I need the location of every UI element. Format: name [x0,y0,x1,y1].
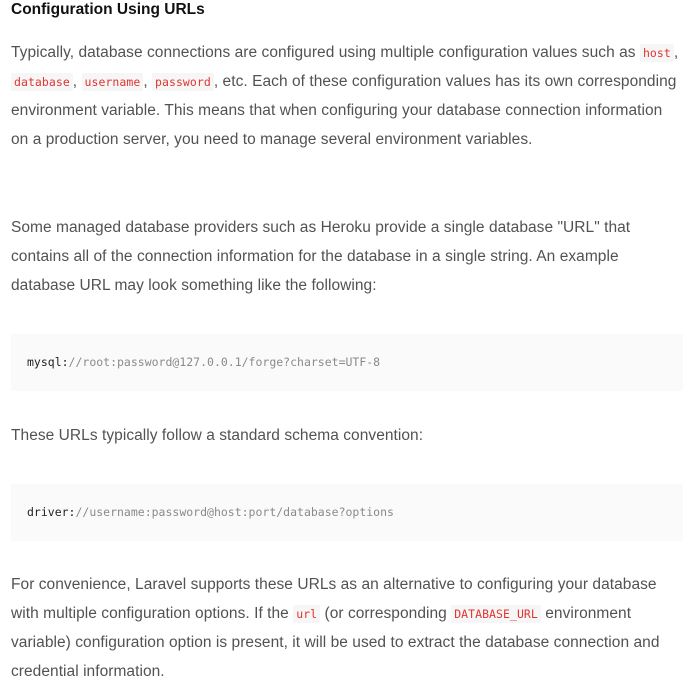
inline-code-database: database [11,73,73,91]
p4-text-end: environment variable) configuration option is present, it will be used to extract the database connection and credential information. [11,604,660,680]
paragraph-database-url: Some managed database providers such as Heroku provide a single database "URL" that contains all of the connection information for the database in a single string. An example database URL may look something like the following: [11,219,631,294]
p1-separator: , [72,72,82,90]
code-url-rest: //root:password@127.0.0.1/forge?charset=UTF-8 [68,355,381,369]
inline-code-database-url: DATABASE_URL [451,605,541,623]
code-url-rest: //username:password@host:port/database?options [75,505,394,519]
inline-code-username: username [82,73,144,91]
inline-code-password: password [152,73,214,91]
paragraph-schema-convention: These URLs typically follow a standard schema convention: [11,427,424,444]
code-scheme: mysql: [27,355,69,369]
p4-text-middle: (or corresponding [320,604,452,622]
inline-code-url: url [293,605,320,623]
p1-separator: , [143,72,153,90]
paragraph-laravel-url-support [11,571,683,687]
paragraph-connection-values [11,39,683,155]
code-scheme: driver: [27,505,76,519]
p1-separator: , [673,44,679,61]
p4-text-start: For convenience, Laravel supports these URLs as an alternative to configuring your database with multiple configuration options. If the [11,576,657,622]
code-block-mysql-url [11,334,683,391]
p1-text-end: , etc. Each of these configuration values has its own corresponding environment variable. This means that when configuring your database connection information on a production server, you need to manage several environment variables. [11,72,677,148]
p1-text-start: Typically, database connections are configured using multiple configuration values such as [11,44,640,61]
inline-code-host: host [640,44,674,62]
code-block-url-schema [11,484,683,541]
section-heading: Configuration Using URLs [11,1,205,18]
